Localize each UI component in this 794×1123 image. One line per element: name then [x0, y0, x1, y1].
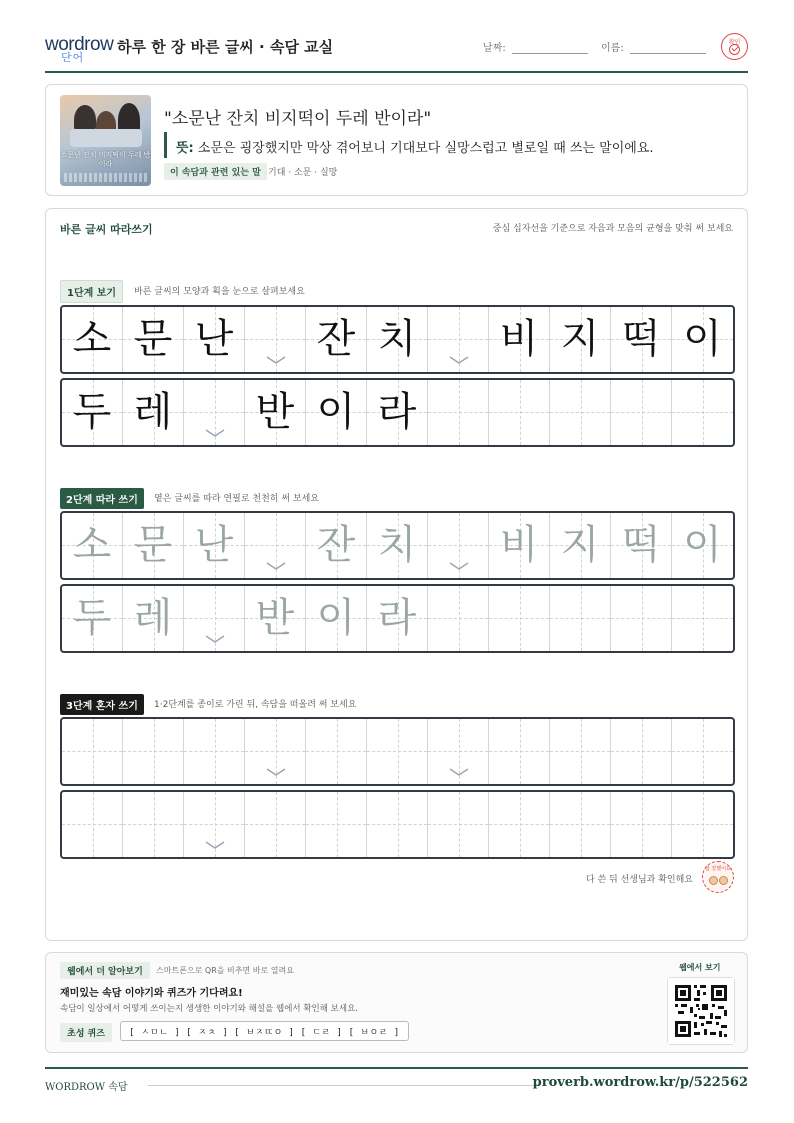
grid-cell[interactable] [62, 513, 123, 578]
grid-cell[interactable] [611, 513, 672, 578]
grid-cell [489, 307, 550, 372]
name-field[interactable] [630, 53, 706, 54]
grid-cell[interactable] [611, 586, 672, 651]
step3-row-1[interactable] [60, 717, 735, 786]
grid-character: 문 [133, 522, 173, 568]
grid-cell[interactable] [550, 586, 611, 651]
grid-cell[interactable] [62, 792, 123, 857]
grid-character: 소 [72, 316, 112, 362]
grid-cell[interactable] [550, 513, 611, 578]
web-description: 속담이 일상에서 어떻게 쓰이는지 생생한 이야기와 해설을 웹에서 확인해 보세요. [60, 1004, 358, 1014]
grid-cell[interactable] [672, 792, 733, 857]
checkmark-icon [729, 44, 740, 55]
space-mark-icon [449, 562, 469, 570]
name-label: 이름: [601, 43, 624, 54]
grid-cell [550, 380, 611, 445]
grid-cell [245, 380, 306, 445]
quiz-label: 초성 퀴즈 [60, 1023, 112, 1042]
grid-cell [123, 307, 184, 372]
grid-cell [611, 307, 672, 372]
grid-cell[interactable] [306, 586, 367, 651]
step3-badge: 3단계 혼자 쓰기 [60, 694, 144, 715]
proverb-card [45, 84, 748, 196]
grid-character: 비 [499, 522, 539, 568]
step2-description: 옅은 글씨를 따라 연필로 천천히 써 보세요 [154, 494, 319, 504]
grid-character: 레 [133, 595, 173, 641]
grid-character: 라 [377, 595, 417, 641]
grid-cell[interactable] [672, 719, 733, 784]
qr-hint: 스마트폰으로 QR을 비추면 바로 열려요 [156, 966, 294, 975]
grid-cell [245, 307, 306, 372]
grid-cell [367, 307, 428, 372]
grid-cell[interactable] [123, 586, 184, 651]
step2-badge: 2단계 따라 쓰기 [60, 488, 144, 509]
grid-character: 지 [560, 522, 600, 568]
stamp-label: 확인 [728, 39, 741, 46]
space-mark-icon [205, 841, 225, 849]
footer-divider [148, 1085, 538, 1086]
grid-cell[interactable] [184, 513, 245, 578]
grid-cell [428, 307, 489, 372]
grid-cell[interactable] [62, 586, 123, 651]
grid-cell [123, 380, 184, 445]
grid-cell[interactable] [489, 792, 550, 857]
grid-cell[interactable] [428, 513, 489, 578]
grid-cell [62, 380, 123, 445]
grid-cell[interactable] [367, 513, 428, 578]
grid-cell[interactable] [245, 719, 306, 784]
step3-description: 1·2단계를 종이로 가린 뒤, 속담을 떠올려 써 보세요 [154, 700, 357, 710]
grid-cell[interactable] [245, 513, 306, 578]
grid-character: 소 [72, 522, 112, 568]
grid-character: 잔 [316, 316, 356, 362]
space-mark-icon [266, 562, 286, 570]
grid-cell[interactable] [184, 586, 245, 651]
check-stamp-icon [721, 33, 748, 60]
step2-row-1[interactable] [60, 511, 735, 580]
grid-character: 이 [683, 316, 722, 362]
step1-row-1 [60, 305, 735, 374]
grid-cell[interactable] [306, 719, 367, 784]
grid-cell [62, 307, 123, 372]
grid-character: 떡 [621, 522, 661, 568]
meaning-accent-bar [164, 132, 167, 158]
grid-cell[interactable] [367, 792, 428, 857]
wordrow-logo [45, 34, 114, 64]
grid-character: 치 [377, 522, 417, 568]
qr-label: 웹에서 보기 [679, 963, 721, 972]
grid-character: 지 [560, 316, 600, 362]
grid-cell [428, 380, 489, 445]
grid-character: 두 [72, 595, 112, 641]
grid-character: 비 [499, 316, 539, 362]
grid-cell [306, 380, 367, 445]
page-footer [45, 1067, 748, 1097]
grid-cell[interactable] [306, 513, 367, 578]
grid-cell[interactable] [428, 792, 489, 857]
grid-cell [306, 307, 367, 372]
grid-cell[interactable] [367, 586, 428, 651]
grid-character: 반 [255, 595, 295, 641]
grid-character: 난 [194, 522, 234, 568]
teacher-stamp-label: 참 잘했어요 [705, 866, 731, 872]
grid-cell[interactable] [489, 586, 550, 651]
grid-cell[interactable] [672, 586, 733, 651]
grid-cell [184, 307, 245, 372]
step1-description: 바른 글씨의 모양과 획을 눈으로 살펴보세요 [134, 287, 305, 297]
teacher-stamp-icon [702, 861, 734, 893]
grid-cell[interactable] [428, 586, 489, 651]
grid-cell[interactable] [611, 719, 672, 784]
grid-cell[interactable] [489, 719, 550, 784]
grid-character: 떡 [621, 316, 661, 362]
practice-section-hint: 중심 십자선을 기준으로 자음과 모음의 균형을 맞춰 써 보세요 [492, 224, 733, 234]
footer-url-link[interactable]: proverb.wordrow.kr/p/522562 [532, 1075, 748, 1090]
illustration-caption [64, 173, 147, 182]
grid-cell [672, 380, 733, 445]
grid-character: 이 [316, 389, 356, 435]
grid-cell[interactable] [306, 792, 367, 857]
handwriting-practice-card [45, 208, 748, 941]
space-mark-icon [449, 768, 469, 776]
proverb-meaning [176, 137, 654, 156]
grid-cell [611, 380, 672, 445]
grid-cell [489, 380, 550, 445]
logo-subtext: 단어 [61, 52, 85, 64]
date-field[interactable] [512, 53, 588, 54]
logo-text: wordrow [45, 34, 114, 55]
space-mark-icon [205, 635, 225, 643]
step3-row-2[interactable] [60, 790, 735, 859]
grid-cell[interactable] [672, 513, 733, 578]
grid-cell[interactable] [245, 792, 306, 857]
grid-cell[interactable] [123, 513, 184, 578]
grid-character: 두 [72, 389, 112, 435]
grid-cell[interactable] [245, 586, 306, 651]
grid-cell[interactable] [367, 719, 428, 784]
grid-character: 레 [133, 389, 173, 435]
web-headline: 재미있는 속담 이야기와 퀴즈가 기다려요! [60, 988, 243, 999]
step2-row-2[interactable] [60, 584, 735, 653]
grid-cell[interactable] [123, 792, 184, 857]
qr-code-icon[interactable] [667, 977, 735, 1045]
grid-character: 잔 [316, 522, 356, 568]
grid-cell[interactable] [611, 792, 672, 857]
web-promo-card [45, 952, 748, 1053]
grid-cell[interactable] [123, 719, 184, 784]
page-title: 하루 한 장 바른 글씨 · 속담 교실 [117, 38, 334, 56]
grid-character: 문 [133, 316, 173, 362]
meaning-text: 소문은 굉장했지만 막상 겪어보니 기대보다 실망스럽고 별로일 때 쓰는 말이에요. [197, 141, 654, 156]
related-keywords: 기대 · 소문 · 실망 [268, 168, 338, 178]
illustration-title: 소문난 잔치 비지떡이 두레 반이라 [60, 151, 151, 168]
step1-row-2 [60, 378, 735, 447]
chosung-quiz-box: [ ㅅㅁㄴ ] [ ㅈㅊ ] [ ㅂㅈㄸㅇ ] [ ㄷㄹ ] [ ㅂㅇㄹ ] [120, 1021, 409, 1041]
grid-character: 반 [255, 389, 295, 435]
teacher-check-note: 다 쓴 뒤 선생님과 확인해요 [585, 875, 693, 885]
grid-cell [184, 380, 245, 445]
proverb-title: "소문난 잔치 비지떡이 두레 반이라" [164, 109, 432, 129]
practice-section-title: 바른 글씨 따라쓰기 [60, 223, 153, 236]
web-more-badge: 웹에서 더 알아보기 [60, 962, 150, 979]
step1-badge: 1단계 보기 [60, 280, 123, 303]
space-mark-icon [266, 768, 286, 776]
grid-character: 라 [377, 389, 417, 435]
grid-cell[interactable] [550, 792, 611, 857]
meaning-label: 뜻: [176, 141, 194, 156]
footer-brand: WORDROW 속담 [45, 1082, 128, 1093]
grid-character: 이 [683, 522, 722, 568]
space-mark-icon [449, 356, 469, 364]
grid-cell[interactable] [489, 513, 550, 578]
date-label: 날짜: [483, 43, 506, 54]
grid-cell [550, 307, 611, 372]
grid-cell[interactable] [428, 719, 489, 784]
space-mark-icon [266, 356, 286, 364]
page-header [45, 30, 748, 73]
grid-cell[interactable] [184, 719, 245, 784]
proverb-illustration [60, 95, 151, 186]
grid-cell[interactable] [62, 719, 123, 784]
grid-cell [672, 307, 733, 372]
grid-cell [367, 380, 428, 445]
grid-character: 이 [316, 595, 356, 641]
space-mark-icon [205, 429, 225, 437]
grid-cell[interactable] [550, 719, 611, 784]
related-words-badge: 이 속담과 관련 있는 말 [164, 163, 267, 180]
grid-character: 난 [194, 316, 234, 362]
grid-character: 치 [377, 316, 417, 362]
grid-cell[interactable] [184, 792, 245, 857]
